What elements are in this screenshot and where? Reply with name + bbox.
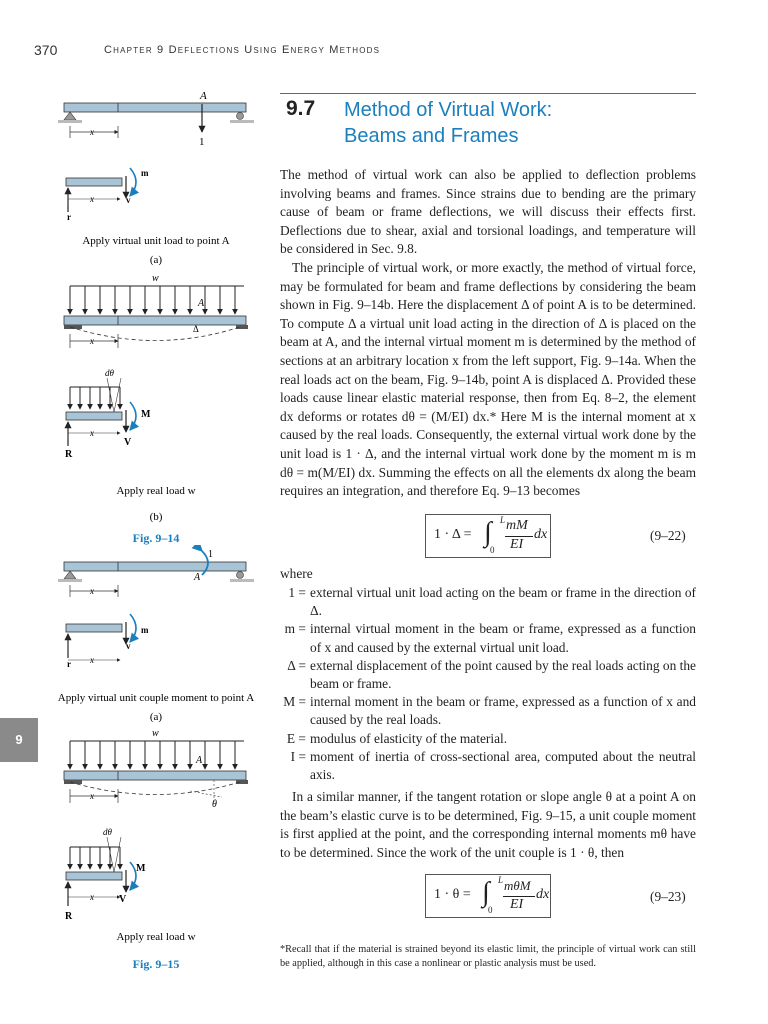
definition-symbol: E = bbox=[286, 730, 306, 746]
R-label: R bbox=[65, 449, 73, 460]
x-label: x bbox=[90, 791, 94, 801]
definition-text: modulus of elasticity of the material. bbox=[310, 730, 508, 746]
definition-symbol: M = bbox=[283, 694, 306, 710]
section-title-line2: Beams and Frames bbox=[344, 125, 519, 147]
x-label: x bbox=[90, 586, 94, 596]
eq1-denominator: EI bbox=[510, 537, 524, 552]
definition-symbol: Δ = bbox=[287, 657, 306, 673]
definition-text: moment of inertia of cross-sectional area, computed about the neutral axis. bbox=[310, 748, 696, 783]
definition-list bbox=[280, 584, 696, 784]
eq1-numerator: mM bbox=[506, 518, 528, 533]
v-label: v bbox=[126, 641, 131, 651]
footnote: *Recall that if the material is strained beyond its elastic limit, the principle of virtual work can still be applied, although in this case a nonlinear or plastic analysis must be used. bbox=[280, 944, 696, 969]
equation-9-23-number: (9–23) bbox=[650, 889, 686, 904]
definition-item bbox=[280, 693, 696, 729]
fig14a-beam bbox=[58, 103, 254, 123]
figure-9-14 bbox=[40, 82, 280, 562]
v-label: v bbox=[126, 195, 131, 205]
caption-a: Apply virtual unit load to point A bbox=[82, 235, 230, 247]
sub-a: (a) bbox=[149, 711, 163, 723]
definition-item bbox=[280, 584, 696, 620]
x-label: x bbox=[90, 892, 94, 902]
fig-9-14-label: Fig. 9–14 bbox=[132, 531, 180, 545]
label-A: A bbox=[194, 572, 201, 583]
definition-item bbox=[280, 620, 696, 656]
definition-symbol: m = bbox=[284, 621, 306, 637]
chapter-tab: 9 bbox=[0, 718, 38, 762]
label-A: A bbox=[198, 298, 205, 309]
paragraph-1: The method of virtual work can also be applied to deflection problems involving beams and frames. Since strains due to bending are the primary cause of beam or frame deflections, we will discuss their effects first. Deflections due to shear, axial and torsional loadings, and temperature will be considered in Sec. 9.8. bbox=[280, 167, 696, 257]
fig15b-distributed-load bbox=[70, 741, 244, 769]
R-label: R bbox=[65, 911, 73, 922]
x-label: x bbox=[90, 655, 94, 665]
definition-item bbox=[280, 657, 696, 693]
theta-label: θ bbox=[212, 799, 217, 810]
fig15a-beam bbox=[58, 562, 254, 582]
eq1-lower-limit: 0 bbox=[490, 545, 495, 555]
label-1: 1 bbox=[199, 136, 205, 148]
x-label: x bbox=[90, 428, 94, 438]
x-label: x bbox=[90, 194, 94, 204]
definition-symbol: 1 = bbox=[288, 585, 306, 600]
eq2-upper-limit: L bbox=[498, 875, 504, 885]
label-A: A bbox=[200, 90, 207, 102]
eq2-dx: dx bbox=[536, 887, 550, 902]
definition-text: internal moment in the beam or frame, expressed as a function of x and caused by the real loads. bbox=[310, 694, 696, 728]
section-rule bbox=[280, 93, 696, 94]
fig15a-free-body bbox=[66, 614, 136, 658]
figure-9-15 bbox=[40, 545, 280, 975]
eq1-upper-limit: L bbox=[500, 515, 506, 525]
section-title-line1: Method of Virtual Work: bbox=[344, 99, 553, 121]
paragraph-2: The principle of virtual work, or more exactly, the method of virtual force, may be formulated for beam and frame deflections by considering the beam shown in Fig. 9–14b. Here the displacement Δ of point A is to be determined. To compute Δ a virtual unit load acting in the direction of Δ is placed on the beam at A, and the internal virtual moment m is determined by the method of sections at an arbitrary location x from the left support, Fig. 9–14a. When the real loads act on the beam, Fig. 9–14b, point A is displaced Δ. Provided these loads cause linear elastic material response, then from Eq. 8–2, the element dx deforms or rotates dθ = (M/EI) dx.* Here M is the internal moment at x caused by the real loads. Consequently, the external virtual work done by the unit load is 1 · Δ, and the internal virtual work done by the moment m is m dθ = m(M/EI) dx. Summing the effects on all the elements dx along the beam requires an integration, and therefore Eq. 9–13 becomes bbox=[280, 259, 696, 499]
fig14b-free-body bbox=[66, 378, 136, 446]
fig-9-15-label: Fig. 9–15 bbox=[132, 957, 180, 971]
fig14a-free-body bbox=[66, 168, 136, 212]
definition-symbol: I = bbox=[290, 748, 306, 764]
elastic-curve bbox=[70, 782, 240, 795]
V-label: V bbox=[124, 437, 132, 448]
m-label: m bbox=[141, 625, 149, 635]
integral-sign: ∫ bbox=[484, 517, 492, 548]
delta-label: Δ bbox=[193, 324, 199, 334]
fig14b-distributed-load bbox=[70, 286, 244, 314]
dtheta-label: dθ bbox=[105, 368, 114, 378]
r-label: r bbox=[67, 659, 71, 669]
integral-sign: ∫ bbox=[482, 877, 490, 908]
equation-9-22-number: (9–22) bbox=[650, 528, 686, 543]
x-label: x bbox=[90, 127, 94, 137]
page-number: 370 bbox=[34, 42, 58, 58]
x-label: x bbox=[90, 336, 94, 346]
label-A: A bbox=[196, 755, 203, 766]
equation-9-23-box bbox=[425, 874, 551, 918]
body-text bbox=[280, 166, 696, 501]
definition-item bbox=[280, 730, 696, 748]
r-label: r bbox=[67, 212, 71, 222]
M-label: M bbox=[136, 863, 146, 874]
eq2-lower-limit: 0 bbox=[488, 905, 493, 915]
running-header: Chapter 9 Deflections Using Energy Methods bbox=[104, 44, 381, 56]
sub-b: (b) bbox=[149, 511, 163, 523]
eq2-numerator: mθM bbox=[504, 878, 531, 893]
label-1: 1 bbox=[208, 549, 213, 560]
definition-text: external virtual unit load acting on the beam or frame in the direction of Δ. bbox=[310, 585, 696, 619]
w-label: w bbox=[152, 728, 159, 739]
sub-a: (a) bbox=[149, 254, 163, 266]
definition-text: internal virtual moment in the beam or frame, expressed as a function of x and caused by the external virtual unit load. bbox=[310, 621, 696, 655]
paragraph-3: In a similar manner, if the tangent rotation or slope angle θ at a point A on the beam’s elastic curve is to be determined, Fig. 9–15, a unit couple moment is first applied at the point, and the corresponding internal moments mθ have to be determined. Since the work of the unit couple is 1 · θ, then bbox=[280, 789, 696, 860]
section-title bbox=[344, 97, 552, 149]
elastic-curve bbox=[70, 327, 240, 341]
caption-a: Apply virtual unit couple moment to point A bbox=[57, 692, 255, 704]
eq1-dx: dx bbox=[534, 527, 548, 542]
eq1-lhs: 1 · Δ = bbox=[434, 527, 472, 542]
where-label: where bbox=[280, 566, 313, 581]
eq2-denominator: EI bbox=[510, 897, 524, 912]
eq2-lhs: 1 · θ = bbox=[434, 887, 471, 902]
caption-b: Apply real load w bbox=[116, 485, 196, 497]
V-label: V bbox=[119, 894, 127, 905]
w-label: w bbox=[152, 273, 159, 284]
dtheta-label: dθ bbox=[103, 827, 112, 837]
M-label: M bbox=[141, 409, 151, 420]
definition-item bbox=[280, 748, 696, 784]
equation-9-22-box bbox=[425, 514, 551, 558]
section-number: 9.7 bbox=[286, 97, 316, 120]
caption-b: Apply real load w bbox=[116, 931, 196, 943]
definition-text: external displacement of the point caused by the real loads acting on the beam or frame. bbox=[310, 657, 696, 692]
m-label: m bbox=[141, 168, 149, 178]
